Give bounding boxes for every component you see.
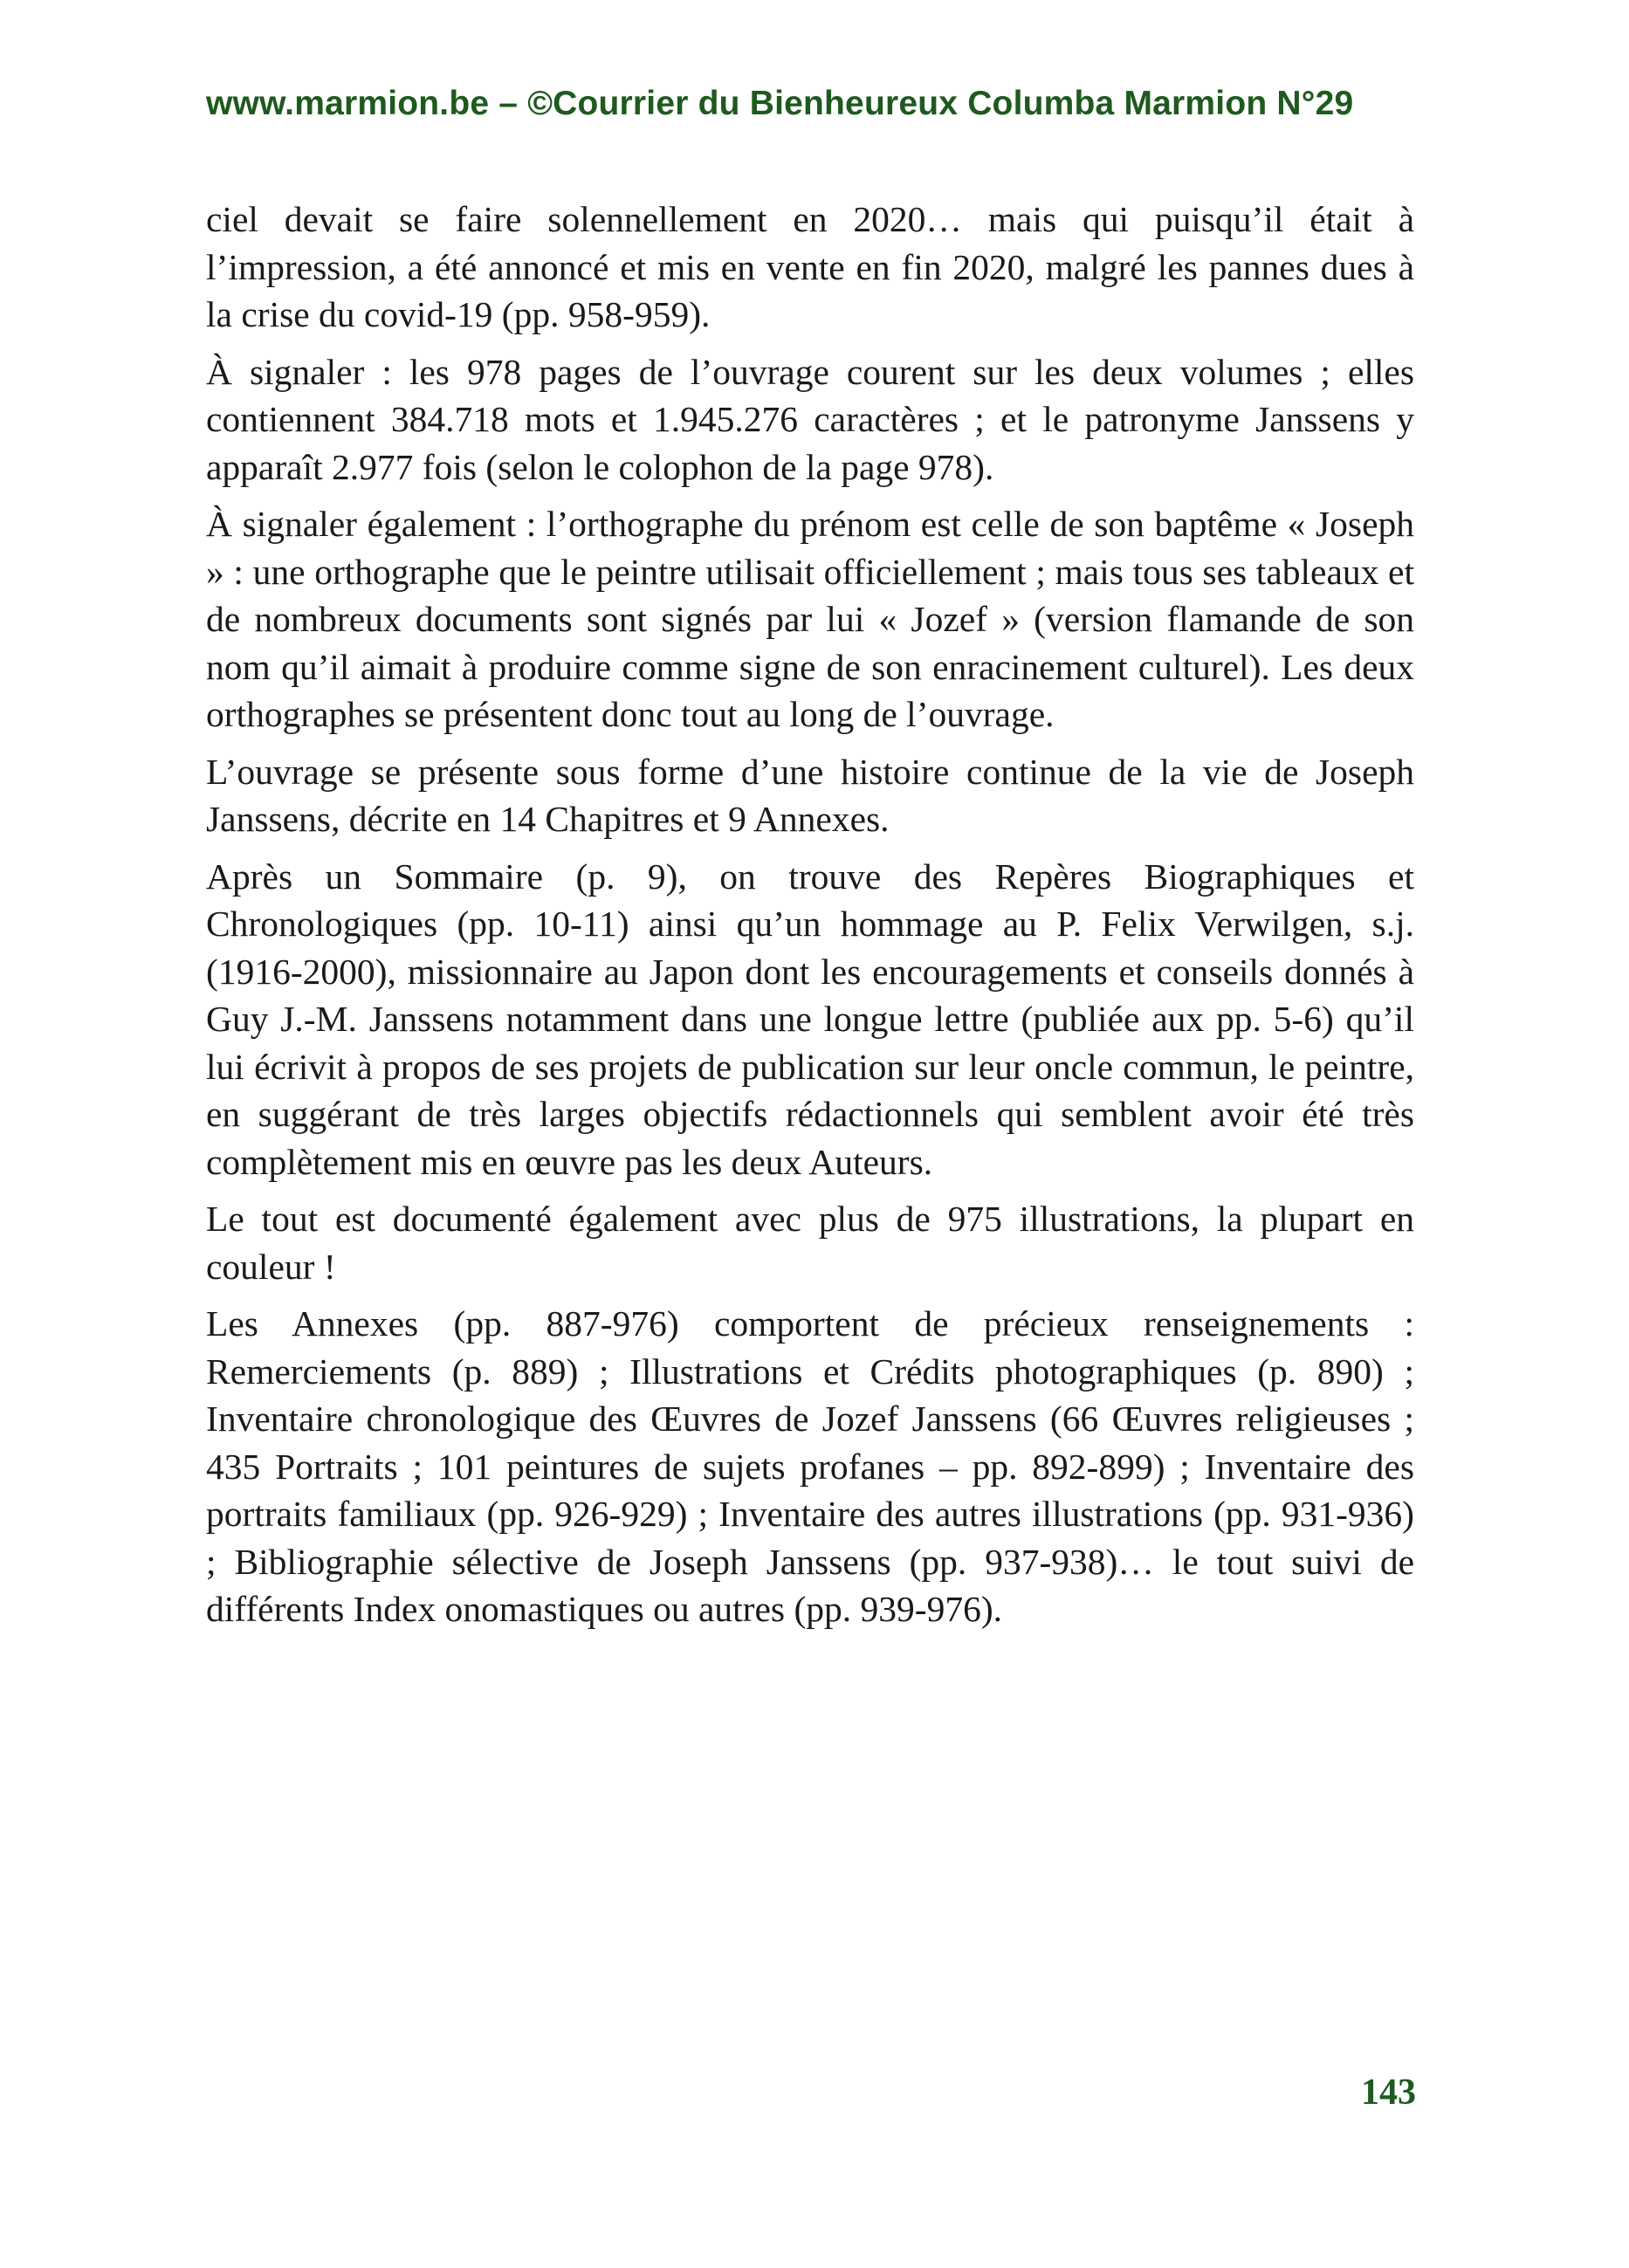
paragraph: L’ouvrage se présente sous forme d’une histoire continue de la vie de Joseph Janssens, décrite en 14 Chapitres et 9 Annexes. <box>206 751 1414 839</box>
paragraph: Les Annexes (pp. 887-976) comportent de précieux renseignements : Remerciements (p. 889) ; Illustrations et Crédits photographiques (p. 890) ; Inventaire chronologique des Œuvres de Jozef Janssens (66 Œuvres religieuses ; 435 Portraits ; 101 peintures de sujets profanes – pp. 892-899) ; Inventaire des portraits familiaux (pp. 926-929) ; Inventaire des autres illustrations (pp. 931-936) ; Bibliographie sélective de Joseph Janssens (pp. 937-938)… le tout suivi de différents Index onomastiques ou autres (pp. 939-976). <box>206 1303 1414 1629</box>
paragraph: À signaler : les 978 pages de l’ouvrage courent sur les deux volumes ; elles contiennent 384.718 mots et 1.945.276 caractères ; et le patronyme Janssens y apparaît 2.977 fois (selon le colophon de la page 978). <box>206 351 1414 487</box>
page-number: 143 <box>1361 2072 1416 2113</box>
article-body <box>206 196 1414 1643</box>
paragraph: À signaler également : l’orthographe du prénom est celle de son baptême « Joseph » : une orthographe que le peintre utilisait officiellement ; mais tous ses tableaux et de nombreux documents sont signés par lui « Jozef » (version flamande de son nom qu’il aimait à produire comme signe de son enracinement culturel). Les deux orthographes se présentent donc tout au long de l’ouvrage. <box>206 504 1414 734</box>
running-header: www.marmion.be – ©Courrier du Bienheureux Columba Marmion N°29 <box>206 85 1354 122</box>
paragraph: ciel devait se faire solennellement en 2020… mais qui puisqu’il était à l’impression, a été annoncé et mis en vente en fin 2020, malgré les pannes dues à la crise du covid-19 (pp. 958-959). <box>206 199 1414 334</box>
paragraph: Après un Sommaire (p. 9), on trouve des Repères Biographiques et Chronologiques (pp. 10-11) ainsi qu’un hommage au P. Felix Verwilgen, s.j. (1916-2000), missionnaire au Japon dont les encouragements et conseils donnés à Guy J.-M. Janssens notamment dans une longue lettre (publiée aux pp. 5-6) qu’il lui écrivit à propos de ses projets de publication sur leur oncle commun, le peintre, en suggérant de très larges objectifs rédactionnels qui semblent avoir été très complètement mis en œuvre pas les deux Auteurs. <box>206 856 1414 1182</box>
paragraph: Le tout est documenté également avec plus de 975 illustrations, la plupart en couleur ! <box>206 1199 1414 1287</box>
